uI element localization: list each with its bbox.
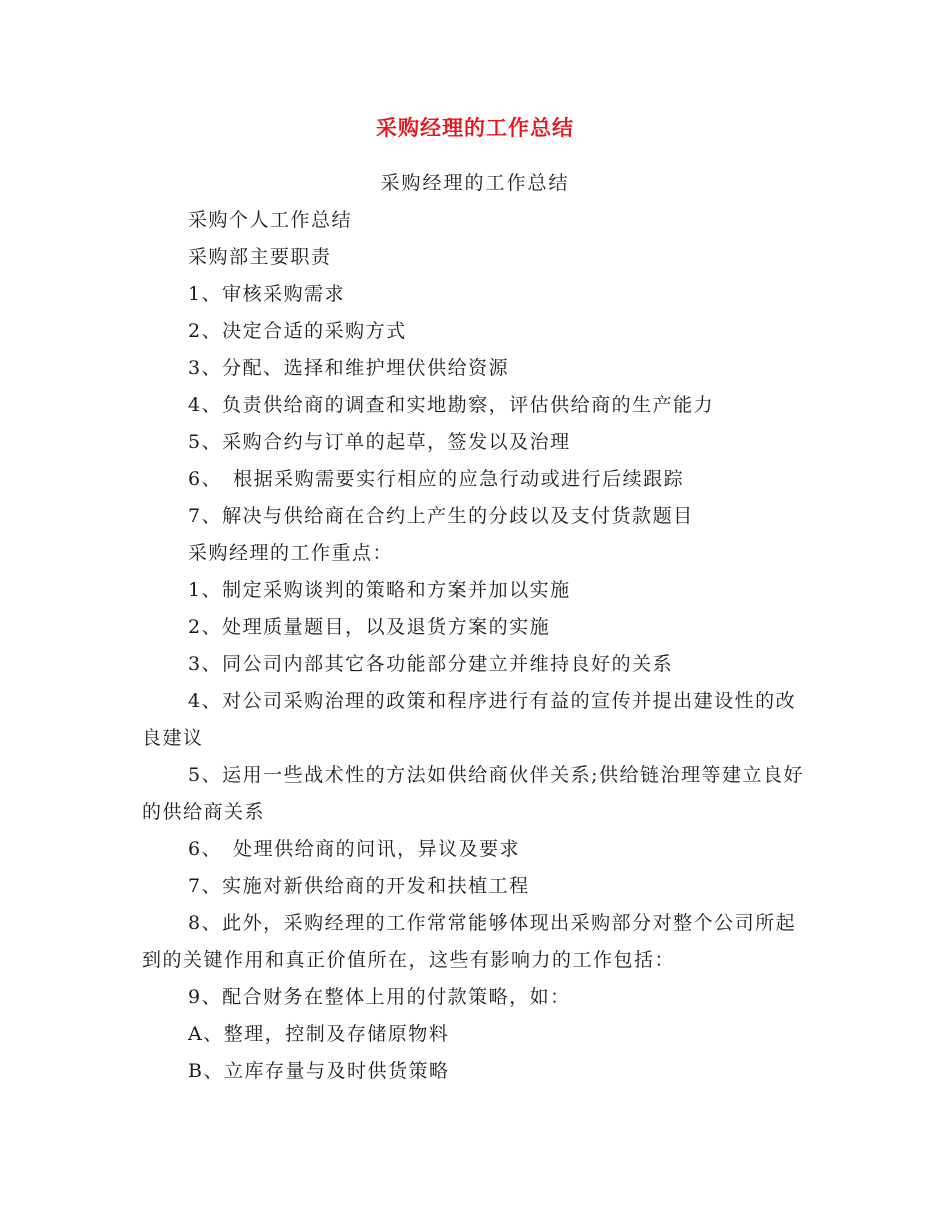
paragraph: 采购个人工作总结 bbox=[188, 209, 353, 231]
document-subtitle: 采购经理的工作总结 bbox=[380, 172, 570, 194]
list-item: 8、此外，采购经理的工作常常能够体现出采购部分对整个公司所起到的关键作用和真正价值所在，这些有影响力的工作包括： bbox=[142, 912, 797, 971]
document-title: 采购经理的工作总结 bbox=[376, 115, 574, 140]
list-item: 5、采购合约与订单的起草，签发以及治理 bbox=[188, 431, 571, 453]
list-item: A、整理，控制及存储原物料 bbox=[188, 1023, 450, 1045]
document-body bbox=[142, 202, 812, 1090]
paragraph: 采购部主要职责 bbox=[188, 246, 332, 268]
list-item: B、立库存量与及时供货策略 bbox=[188, 1060, 450, 1082]
list-item: 5、运用一些战术性的方法如供给商伙伴关系;供给链治理等建立良好的供给商关系 bbox=[142, 764, 804, 823]
list-item: 4、负责供给商的调查和实地勘察，评估供给商的生产能力 bbox=[188, 394, 715, 416]
section-heading: 采购经理的工作重点： bbox=[188, 542, 394, 564]
list-item: 4、对公司采购治理的政策和程序进行有益的宣传并提出建设性的改良建议 bbox=[142, 690, 797, 749]
list-item: 2、处理质量题目，以及退货方案的实施 bbox=[188, 616, 551, 638]
list-item: 6、 处理供给商的问讯，异议及要求 bbox=[188, 838, 521, 860]
list-item: 3、分配、选择和维护埋伏供给资源 bbox=[188, 357, 510, 379]
list-item: 7、解决与供给商在合约上产生的分歧以及支付货款题目 bbox=[188, 505, 694, 527]
list-item: 3、同公司内部其它各功能部分建立并维持良好的关系 bbox=[188, 653, 674, 675]
list-item: 6、 根据采购需要实行相应的应急行动或进行后续跟踪 bbox=[188, 468, 685, 490]
list-item: 1、审核采购需求 bbox=[188, 283, 346, 305]
list-item: 9、配合财务在整体上用的付款策略，如： bbox=[188, 986, 571, 1008]
list-item: 2、决定合适的采购方式 bbox=[188, 320, 407, 342]
list-item: 1、制定采购谈判的策略和方案并加以实施 bbox=[188, 579, 571, 601]
list-item: 7、实施对新供给商的开发和扶植工程 bbox=[188, 875, 530, 897]
